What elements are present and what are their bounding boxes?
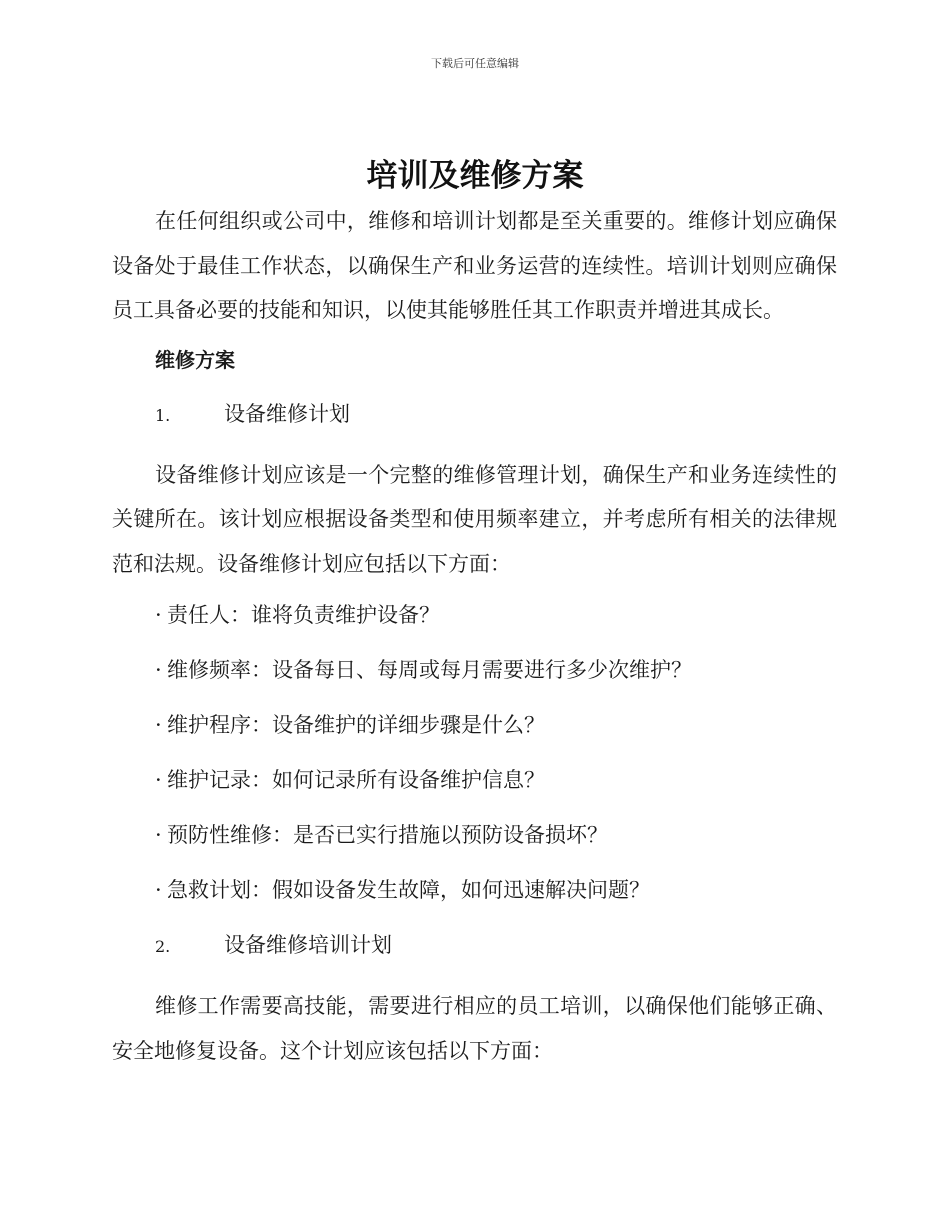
bullet-icon: ·: [155, 603, 162, 627]
item-number: 2.: [155, 937, 171, 956]
item-number: 1.: [155, 405, 171, 425]
item-1-paragraph: 设备维修计划应该是一个完整的维修管理计划，确保生产和业务连续性的关键所在。该计划应根据设备类型和使用频率建立，并考虑所有相关的法律规范和法规。设备维修计划应包括以下方面：: [112, 462, 837, 576]
bullet-list: [112, 598, 837, 907]
header-note: 下载后可任意编辑: [431, 57, 519, 70]
item-2-paragraph: 维修工作需要高技能，需要进行相应的员工培训，以确保他们能够正确、安全地修复设备。这个计划应该包括以下方面：: [112, 994, 837, 1063]
list-item-text: 维护记录：如何记录所有设备维护信息？: [167, 768, 545, 792]
bullet-icon: ·: [155, 658, 162, 682]
list-item-text: 预防性维修：是否已实行措施以预防设备损坏？: [167, 823, 608, 847]
list-item: [155, 653, 837, 687]
item-title: 设备维修计划: [224, 401, 350, 426]
bullet-icon: ·: [155, 768, 162, 792]
item-title: 设备维修培训计划: [224, 933, 392, 957]
intro-paragraph: 在任何组织或公司中，维修和培训计划都是至关重要的。维修计划应确保设备处于最佳工作状态，以确保生产和业务运营的连续性。培训计划则应确保员工具备必要的技能和知识，以使其能够胜任其工作职责并增进其成长。: [112, 209, 837, 322]
bullet-icon: ·: [155, 878, 162, 902]
list-item: [155, 818, 837, 852]
list-item-text: 维修频率：设备每日、每周或每月需要进行多少次维护？: [167, 658, 692, 682]
section-heading: 维修方案: [155, 347, 235, 372]
bullet-icon: ·: [155, 823, 162, 847]
list-item: [155, 763, 837, 797]
numbered-item-1: [155, 397, 837, 433]
list-item: [155, 873, 837, 907]
list-item: [155, 708, 837, 742]
list-item-text: 维护程序：设备维护的详细步骤是什么？: [167, 713, 545, 737]
list-item-text: 急救计划：假如设备发生故障，如何迅速解决问题？: [167, 878, 650, 902]
list-item-text: 责任人：谁将负责维护设备？: [167, 603, 440, 627]
numbered-item-2: [155, 928, 837, 964]
document-title: 培训及维修方案: [366, 158, 584, 194]
bullet-icon: ·: [155, 713, 162, 737]
document-body: [112, 199, 837, 1085]
list-item: [155, 598, 837, 632]
